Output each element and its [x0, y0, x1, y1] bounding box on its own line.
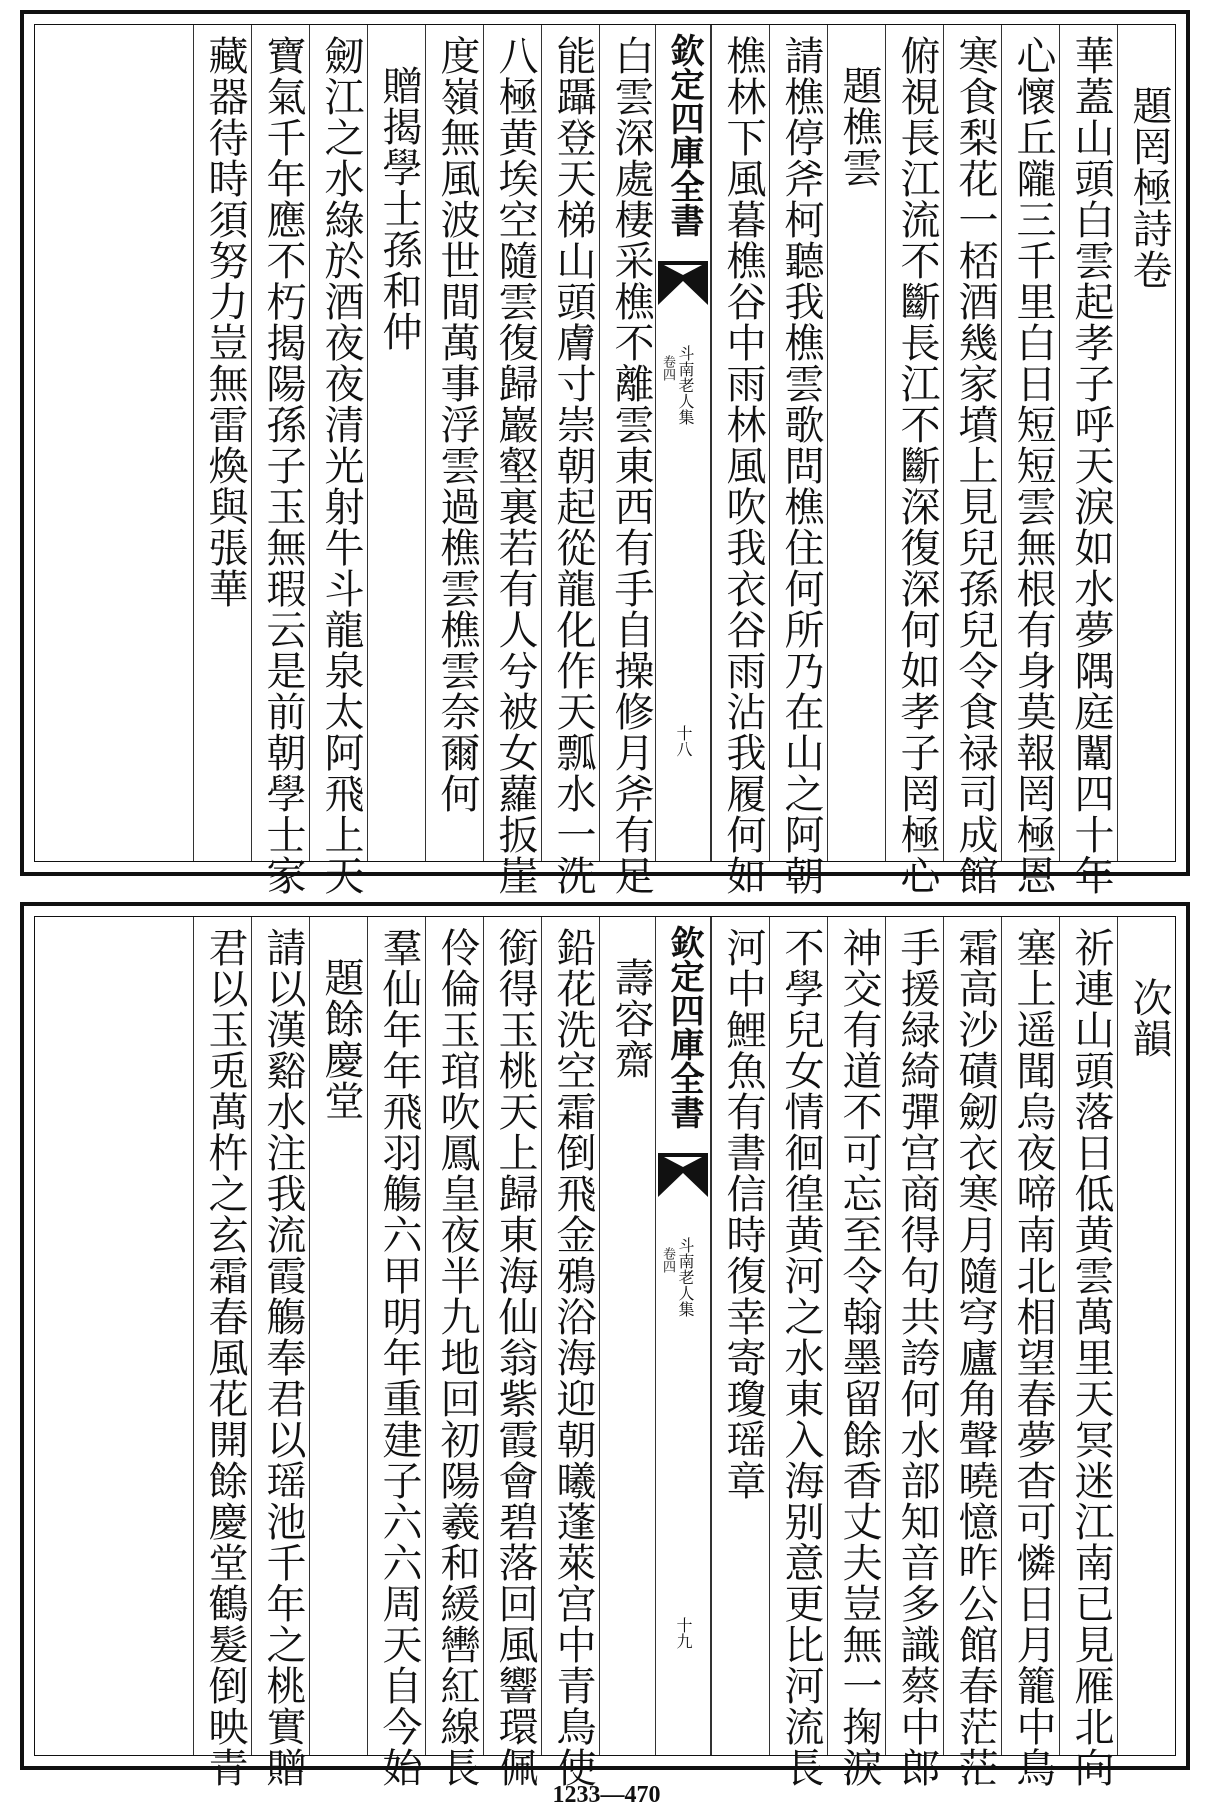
- bottom-col-16: 君以玉兎萬杵之玄霜春風花開餘慶堂鶴髮倒映青: [193, 917, 251, 1755]
- bottom-col-8: 河中鯉魚有書信時復幸寄瓊瑶章: [711, 917, 769, 1755]
- top-col-8: 樵林下風暮樵谷中雨林風吹我衣谷雨沾我履何如: [711, 25, 769, 861]
- top-col-4: 寒食梨花一桮酒幾家墳上見兒孫兒令食禄司成館: [943, 25, 1001, 861]
- bottom-col-15: 請以漢谿水注我流霞觴奉君以瑶池千年之桃實贈: [251, 917, 309, 1755]
- bottom-col-1: [1117, 917, 1175, 1755]
- bottom-col-12: 伶倫玉琯吹鳳皇夜半九地回初陽羲和緩轡紅線長: [425, 917, 483, 1755]
- library-title: 欽定四庫全書: [664, 925, 704, 1129]
- bottom-col-14: [309, 917, 367, 1755]
- bottom-col-6: 神交有道不可忘至令翰墨留餘香丈夫豈無一掬淚: [827, 917, 885, 1755]
- collection-name: 斗南老人集: [676, 345, 695, 425]
- top-col-11: 八極黄埃空隨雲復歸巖壑裏若有人兮被女蘿扳崖: [483, 25, 541, 861]
- bottom-col-2: 祈連山頭落日低黄雲萬里天冥迷江南已見雁北向: [1059, 917, 1117, 1755]
- top-col-16: 藏器待時須努力豈無雷煥與張華: [193, 25, 251, 861]
- bottom-col-4: 霜高沙磧劒衣寒月隨穹廬角聲曉憶昨公館春茫茫: [943, 917, 1001, 1755]
- top-col-9: 白雲深處棲采樵不離雲東西有手自操修月斧有足: [599, 25, 657, 861]
- top-col-5: 俯視長江流不斷長江不斷深復深何如孝子罔極心: [885, 25, 943, 861]
- top-col-14: 劒江之水綠於酒夜夜清光射牛斗龍泉太阿飛上天: [309, 25, 367, 861]
- poem-title: 題餘慶堂: [318, 957, 364, 1121]
- collection-name: 斗南老人集: [676, 1237, 695, 1317]
- top-col-15: 寶氣千年應不朽揭陽孫子玉無瑕云是前朝學士家: [251, 25, 309, 861]
- volume-label: 卷四: [660, 1247, 675, 1273]
- top-col-13: [367, 25, 425, 861]
- poem-title: 壽容齋: [608, 957, 654, 1080]
- bottom-page-frame: [34, 916, 1176, 1788]
- page-reference-number: 1233—470: [552, 1782, 661, 1808]
- bottom-col-13: 羣仙年年飛羽觴六甲明年重建子六六周天自今始: [367, 917, 425, 1755]
- fish-tail-mark-icon: [656, 1149, 710, 1201]
- bottom-col-5: 手援緑綺彈宫商得句共誇何水部知音多識蔡中郎: [885, 917, 943, 1755]
- bottom-col-11: 銜得玉桃天上歸東海仙翁紫霞會碧落回風響環佩: [483, 917, 541, 1755]
- bottom-col-9: [599, 917, 657, 1755]
- top-col-7: 請樵停斧柯聽我樵雲歌問樵住何所乃在山之阿朝: [769, 25, 827, 861]
- fish-tail-mark-icon: [656, 257, 710, 309]
- top-col-12: 度嶺無風波世間萬事浮雲過樵雲樵雲奈爾何: [425, 25, 483, 861]
- poem-title: 題罔極詩卷: [1126, 85, 1172, 290]
- volume-label: 卷四: [660, 355, 675, 381]
- bottom-page: [20, 902, 1190, 1788]
- poem-title: 次韻: [1126, 977, 1172, 1059]
- bottom-col-3: 塞上遥聞烏夜啼南北相望春夢杳可憐日月籠中鳥: [1001, 917, 1059, 1755]
- bottom-col-7: 不學兒女情徊徨黄河之水東入海别意更比河流長: [769, 917, 827, 1755]
- bottom-col-10: 鉛花洗空霜倒飛金鴉浴海迎朝曦蓬萊宫中青鳥使: [541, 917, 599, 1755]
- center-gutter: [655, 917, 711, 1755]
- top-col-2: 華蓋山頭白雲起孝子呼天淚如水夢隅庭闈四十年: [1059, 25, 1117, 861]
- center-gutter: [655, 25, 711, 861]
- poem-title: 贈揭學士孫和仲: [376, 65, 422, 352]
- top-col-6: [827, 25, 885, 861]
- top-col-3: 心懷丘隴三千里白日短短雲無根有身莫報罔極恩: [1001, 25, 1059, 861]
- top-page: [20, 10, 1190, 896]
- library-title: 欽定四庫全書: [664, 33, 704, 237]
- folio-number: 十九: [674, 1617, 693, 1649]
- folio-number: 十八: [674, 725, 693, 757]
- top-page-frame: [34, 24, 1176, 896]
- top-col-1: [1117, 25, 1175, 861]
- poem-title: 題樵雲: [836, 65, 882, 188]
- top-col-10: 能躡登天梯山頭膚寸崇朝起從龍化作天瓢水一洗: [541, 25, 599, 861]
